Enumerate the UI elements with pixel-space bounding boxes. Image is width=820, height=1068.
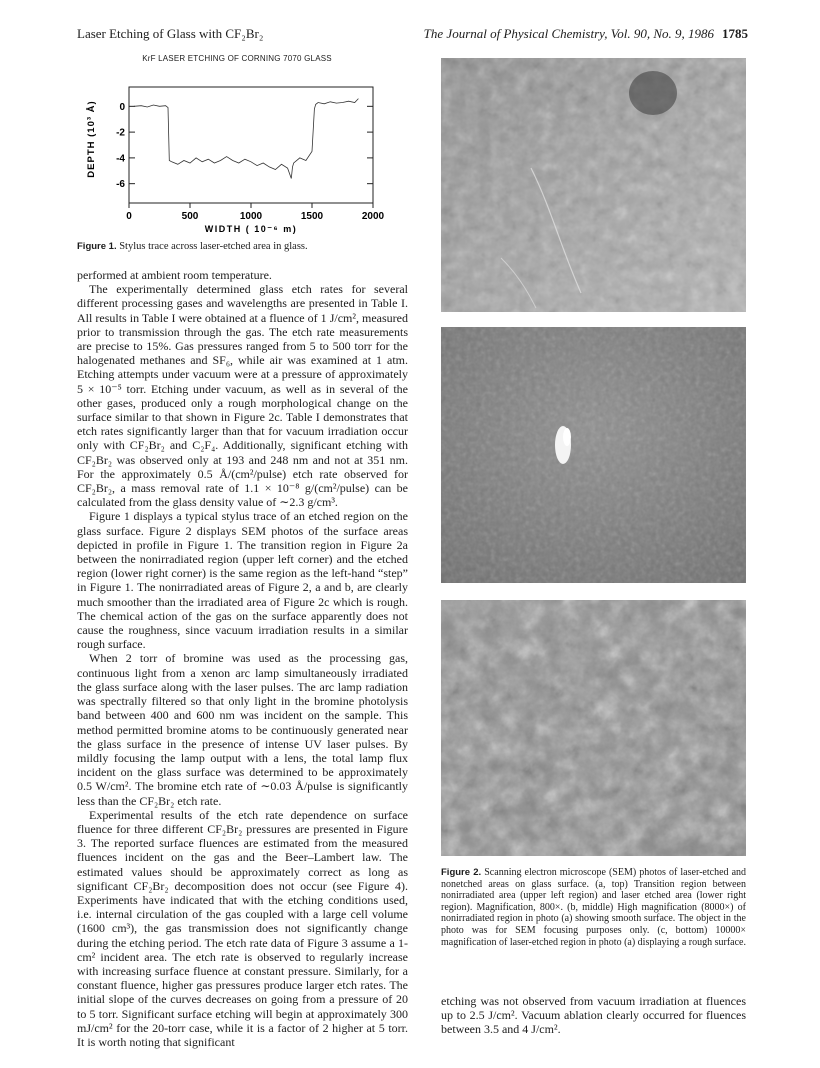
x-axis-label: WIDTH ( 10⁻⁶ m) bbox=[204, 224, 298, 234]
figure2-label: Figure 2. bbox=[441, 867, 482, 878]
trace-line bbox=[134, 99, 359, 179]
sem-photo-c bbox=[441, 600, 746, 856]
figure2-caption bbox=[441, 867, 746, 948]
paragraph: The experimentally determined glass etch rates for several different processing gases and wavelengths are presented in Table I. All results in Table I were obtained at a fluence of 1 J/cm², measured prior to transmission through the gas. The etch rate measurements are precise to 15%. Gas pressures ranged from 5 to 500 torr for the halogenated methanes and SF₆, while air was examined at 1 atm. Etching attempts under vacuum were at a pressure of approximately 5 × 10⁻⁵ torr. Etching under vacuum, as well as in several of the other gases, produced only a rough morphological change on the surface similar to that shown in Figure 2c. Table I demonstrates that etch rates significantly larger than that for vacuum irradiation occur only with CF₂Br₂ and C₂F₄. Additionally, significant etching with CF₂Br₂ was observed only at 193 and 248 nm and not at 351 nm. For the approximately 0.5 Å/(cm²/pulse) etch rate observed for CF₂Br₂, a mass removal rate of 1.1 × 10⁻⁸ g/(cm²/pulse) can be calculated from the glass density value of ∼2.3 g/cm³. bbox=[77, 282, 408, 510]
sem-photo-a bbox=[441, 58, 746, 312]
figure2-caption-text: Scanning electron microscope (SEM) photos of laser-etched and nonetched areas on glass surface. (a, top) Transition region between nonirradiated area (upper left region) and laser etched area (lower right region). Magnification, 800×. (b, middle) High magnification (8000×) of nonirradiated region in photo (a) showing smooth surface. The object in the photo was for SEM focusing purposes only. (c, bottom) 10000× magnification of laser-etched region in photo (a) displaying a rough surface. bbox=[441, 867, 747, 948]
paragraph: Experimental results of the etch rate dependence on surface fluence for three different CF₂Br₂ pressures are presented in Figure 3. The reported surface fluences are estimated from the measured fluences incident on the gas and the Beer–Lambert law. The estimated values should be approximately correct as long as significant CF₂Br₂ decomposition does not occur (see Figure 4). Experiments have indicated that with the etching conditions used, i.e. internal circulation of the gas coupled with a large cell volume (1600 cm³), the gas transmission does not significantly change during the etching period. The etch rate data of Figure 3 assume a 1-cm² incident area. The etch rate is observed to regularly increase with increasing surface fluence at constant pressure. Similarly, for a constant fluence, higher gas pressures produce larger etch rates. The initial slope of the curves decreases on going from a pressure of 20 to 5 torr. Significant surface etching will begin at approximately 300 mJ/cm² for the 20-torr case, while it is a factor of 2 higher at 5 torr. It is worth noting that significant bbox=[77, 807, 408, 1049]
paragraph: performed at ambient room temperature. bbox=[77, 268, 272, 282]
figure1-title: KrF LASER ETCHING OF CORNING 7070 GLASS bbox=[142, 54, 332, 63]
x-tick-label: 2000 bbox=[361, 211, 385, 222]
body-text-left-column bbox=[77, 268, 408, 1049]
y-tick-label: -6 bbox=[116, 179, 125, 191]
figure1-label: Figure 1. bbox=[77, 241, 117, 252]
sem-photo-b bbox=[441, 327, 746, 583]
plot-frame bbox=[129, 87, 373, 203]
x-tick-label: 0 bbox=[126, 211, 132, 222]
y-tick-label: -2 bbox=[116, 127, 125, 139]
journal-citation: The Journal of Physical Chemistry, Vol. 90, No. 9, 1986 bbox=[423, 26, 714, 41]
y-tick-label: 0 bbox=[119, 101, 125, 113]
page-number: 1785 bbox=[722, 26, 748, 41]
y-axis-label: DEPTH (10³ Å) bbox=[86, 100, 97, 178]
x-tick-label: 1500 bbox=[300, 211, 324, 222]
paragraph: Figure 1 displays a typical stylus trace of an etched region on the glass surface. Figure 2 displays SEM photos of the surface areas depicted in profile in Figure 1. The transition region in Figure 2a between the nonirradiated region (upper left corner) and the etched region (lower right corner) is the same region as the left-hand “step” in Figure 1. The nonirradiated areas of Figure 2, a and b, are clearly much smoother than the irradiated area of Figure 2c which is rough. The chemical action of the gas on the surface apparently does not cause the roughness, since vacuum irradiation results in a similar rough surface. bbox=[77, 509, 408, 652]
running-header-left: Laser Etching of Glass with CF₂Br₂ bbox=[77, 26, 264, 41]
figure1-caption bbox=[77, 241, 308, 252]
running-header-right bbox=[424, 26, 748, 42]
right-column-text: etching was not observed from vacuum irradiation at fluences up to 2.5 J/cm². Vacuum ablation clearly occurred for fluences between 3.5 and 4 J/cm². bbox=[441, 994, 746, 1037]
y-tick-label: -4 bbox=[116, 153, 125, 165]
figure1-caption-text: Stylus trace across laser-etched area in glass. bbox=[119, 241, 308, 252]
x-tick-label: 1000 bbox=[239, 211, 263, 222]
paragraph: When 2 torr of bromine was used as the processing gas, continuous light from a xenon arc lamp simultaneously irradiated the glass surface along with the laser pulses. The arc lamp radiation was spectrally filtered so that only light in the bromine photolysis band between 400 and 600 nm was incident on the sample. This method permitted bromine atoms to be continuously generated near the glass surface in the presence of intense UV laser pulses. By mildly focusing the lamp output with a lens, the total lamp flux incident on the glass surface was determined to be approximately 0.5 W/cm². The bromine etch rate of ∼0.03 Å/pulse is significantly less than the CF₂Br₂ etch rate. bbox=[77, 651, 408, 808]
stylus-trace-chart bbox=[74, 72, 404, 237]
x-tick-label: 500 bbox=[181, 211, 199, 222]
